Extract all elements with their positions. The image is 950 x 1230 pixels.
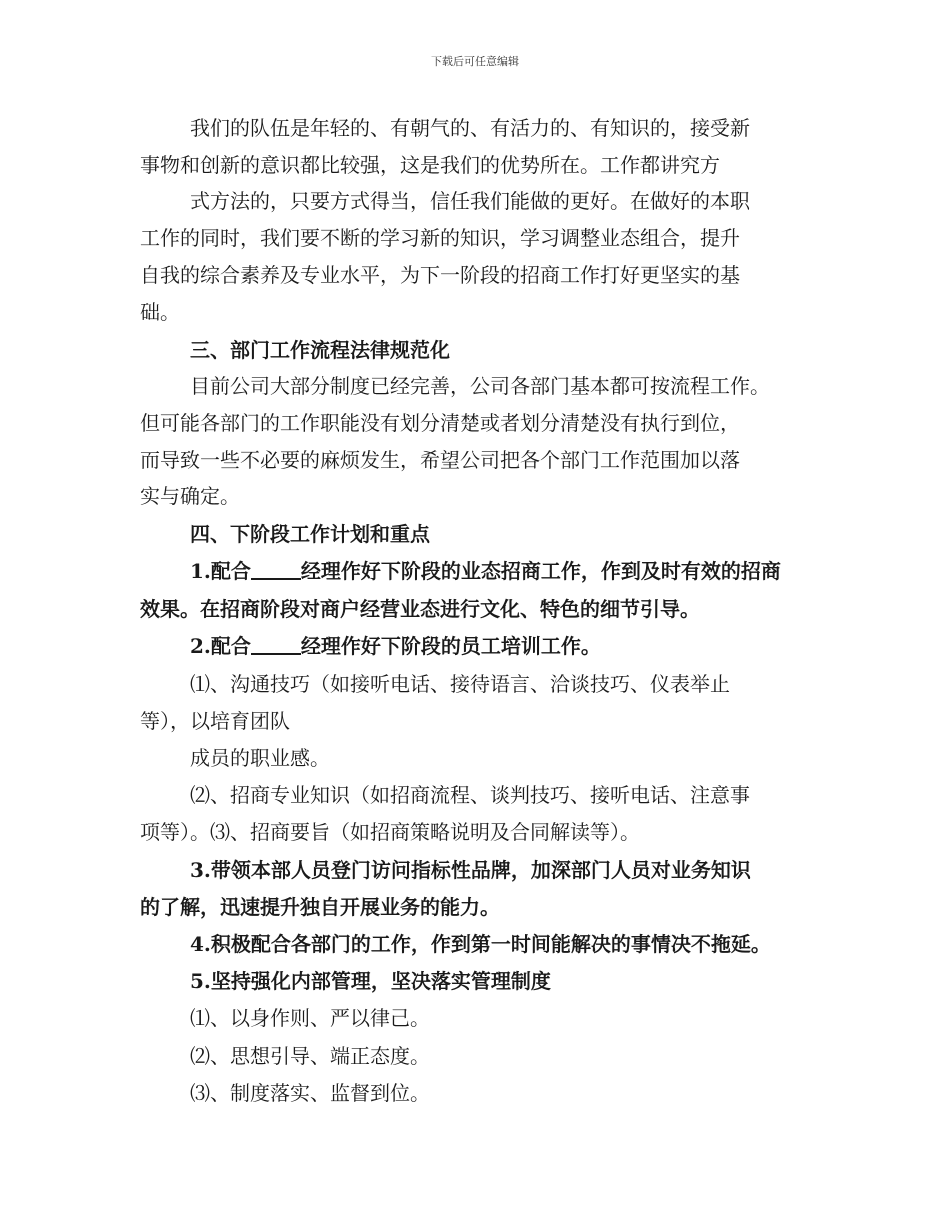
sub-item-line: ⑴、以身作则、严以律己。 [190,1006,430,1030]
fill-in-blank [251,635,301,655]
plan-item-1 [190,558,781,584]
paragraph-line: 实与确定。 [140,484,240,508]
plan-item-5: 5.坚持强化内部管理，坚决落实管理制度 [190,969,551,993]
plan-item-3-cont: 的了解，迅速提升独自开展业务的能力。 [140,895,500,919]
paragraph-line: 事物和创新的意识都比较强，这是我们的优势所在。工作都讲究方 [140,153,720,177]
paragraph-line: 目前公司大部分制度已经完善，公司各部门基本都可按流程工作。 [190,374,770,398]
paragraph-line: 我们的队伍是年轻的、有朝气的、有活力的、有知识的，接受新 [190,116,750,140]
plan-item-3: 3.带领本部人员登门访问指标性品牌，加深部门人员对业务知识 [190,858,751,882]
sub-item-line: 项等）。⑶、招商要旨（如招商策略说明及合同解读等）。 [140,820,640,844]
plan-item-text: 1.配合 [190,559,251,583]
plan-item-text: 经理作好下阶段的员工培训工作。 [300,634,601,658]
plan-item-text: 2.配合 [190,634,251,658]
paragraph-line: 工作的同时，我们要不断的学习新的知识，学习调整业态组合，提升 [140,226,740,250]
sub-item-line: ⑴、沟通技巧（如接听电话、接待语言、洽谈技巧、仪表举止 [190,672,730,696]
section-heading-4: 四、下阶段工作计划和重点 [190,522,430,546]
sub-item-line: ⑵、招商专业知识（如招商流程、谈判技巧、接听电话、注意事 [190,783,750,807]
section-heading-3: 三、部门工作流程法律规范化 [190,338,450,362]
sub-item-line: 等），以培育团队 [140,709,290,733]
plan-item-2 [190,633,601,659]
paragraph-line: 自我的综合素养及专业水平，为下一阶段的招商工作打好更坚实的基 [140,263,740,287]
paragraph-line: 式方法的，只要方式得当，信任我们能做的更好。在做好的本职 [190,189,750,213]
fill-in-blank [251,560,301,580]
sub-item-line: ⑵、思想引导、端正态度。 [190,1044,430,1068]
plan-item-1-cont: 效果。在招商阶段对商户经营业态进行文化、特色的细节引导。 [140,597,700,621]
plan-item-text: 经理作好下阶段的业态招商工作，作到及时有效的招商 [300,559,781,583]
paragraph-line: 但可能各部门的工作职能没有划分清楚或者划分清楚没有执行到位， [140,411,740,435]
page-header: 下载后可任意编辑 [431,55,519,68]
plan-item-4: 4.积极配合各部门的工作，作到第一时间能解决的事情决不拖延。 [190,932,771,956]
paragraph-line: 而导致一些不必要的麻烦发生，希望公司把各个部门工作范围加以落 [140,448,740,472]
paragraph-line: 础。 [140,300,180,324]
sub-item-line: ⑶、制度落实、监督到位。 [190,1081,430,1105]
sub-item-line: 成员的职业感。 [190,746,330,770]
